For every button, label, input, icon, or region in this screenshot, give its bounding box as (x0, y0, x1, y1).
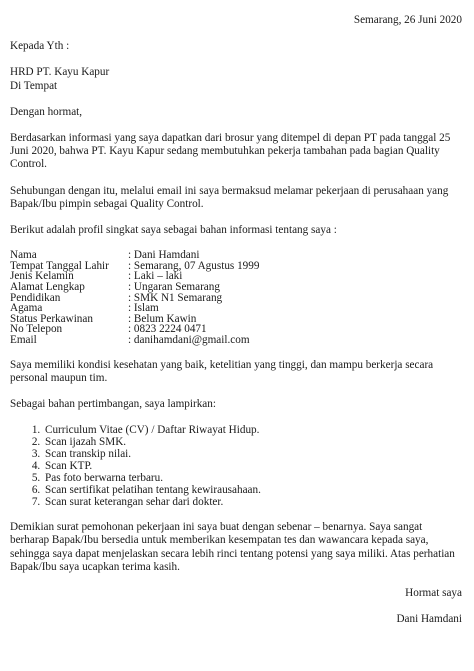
greeting: Dengan hormat, (10, 105, 83, 118)
signature-name: Dani Hamdani (396, 613, 462, 626)
profile-value: : Islam (128, 302, 159, 315)
profile-value: : danihamdani@gmail.com (128, 333, 250, 346)
paragraph-attachments-intro: Sebagai bahan pertimbangan, saya lampirkan: (10, 397, 216, 410)
recipient-name: HRD PT. Kayu Kapur (10, 66, 110, 79)
profile-label: No Telepon (10, 323, 63, 336)
attachment-list (10, 424, 462, 508)
paragraph-purpose: Sehubungan dengan itu, melalui email ini saya bermaksud melamar pekerjaan di perusahaan yang Bapak/Ibu pimpin sebagai Quality Control. (10, 184, 449, 210)
profile-label: Status Perkawinan (10, 312, 93, 325)
recipient-place: Di Tempat (10, 79, 58, 92)
profile-label: Email (10, 333, 37, 346)
closing-salutation: Hormat saya (405, 587, 462, 599)
list-item: 6. Scan sertifikat pelatihan tentang kewirausahaan. (43, 484, 462, 496)
list-item: 3. Scan transkip nilai. (43, 448, 462, 460)
paragraph-intro: Berdasarkan informasi yang saya dapatkan dari brosur yang ditempel di depan PT pada tanggal 25 Juni 2020, bahwa PT. Kayu Kapur sedang membutuhkan pekerja tambahan pada bagian Quality Control. (10, 132, 451, 171)
list-item: 7. Scan surat keterangan sehar dari dokter. (43, 496, 462, 508)
profile-value: : Belum Kawin (128, 312, 197, 325)
paragraph-profile-intro: Berikut adalah profil singkat saya sebagai bahan informasi tentang saya : (10, 224, 337, 237)
profile-label: Tempat Tanggal Lahir (10, 259, 109, 272)
profile-label: Agama (10, 302, 43, 315)
profile-value: : Laki – laki (128, 270, 183, 283)
recipient-to: Kepada Yth : (10, 40, 70, 53)
profile-label: Pendidikan (10, 291, 61, 304)
list-item: 2. Scan ijazah SMK. (43, 436, 462, 448)
profile-label: Jenis Kelamin (10, 270, 74, 283)
paragraph-health: Saya memiliki kondisi kesehatan yang baik, ketelitian yang tinggi, dan mampu berkerja secara personal maupun tim. (10, 358, 434, 384)
profile-row (10, 335, 259, 346)
paragraph-closing: Demikian surat pemohonan pekerjaan ini saya buat dengan sebenar – benarnya. Saya sangat berharap Bapak/Ibu bersedia untuk memberikan kesempatan tes dan wawancara kepada saya, sehingga saya dapat menjelaskan secara lebih rinci tentang potensi yang saya miliki. Atas perhatian Bapak/Ibu saya ucapkan terima kasih. (10, 521, 455, 573)
date-line: Semarang, 26 Juni 2020 (353, 14, 462, 26)
profile-value: : 0823 2224 0471 (128, 323, 207, 336)
profile-value: : Dani Hamdani (128, 249, 200, 262)
profile-table (10, 250, 259, 345)
profile-value: : Semarang, 07 Agustus 1999 (128, 259, 260, 272)
list-item: 1. Curriculum Vitae (CV) / Daftar Riwayat Hidup. (43, 424, 462, 436)
list-item: 5. Pas foto berwarna terbaru. (43, 472, 462, 484)
recipient-block (10, 40, 462, 93)
profile-label: Nama (10, 249, 37, 262)
profile-value: : Ungaran Semarang (128, 281, 220, 294)
profile-value: : SMK N1 Semarang (128, 291, 223, 304)
list-item: 4. Scan KTP. (43, 460, 462, 472)
profile-label: Alamat Lengkap (10, 281, 85, 294)
